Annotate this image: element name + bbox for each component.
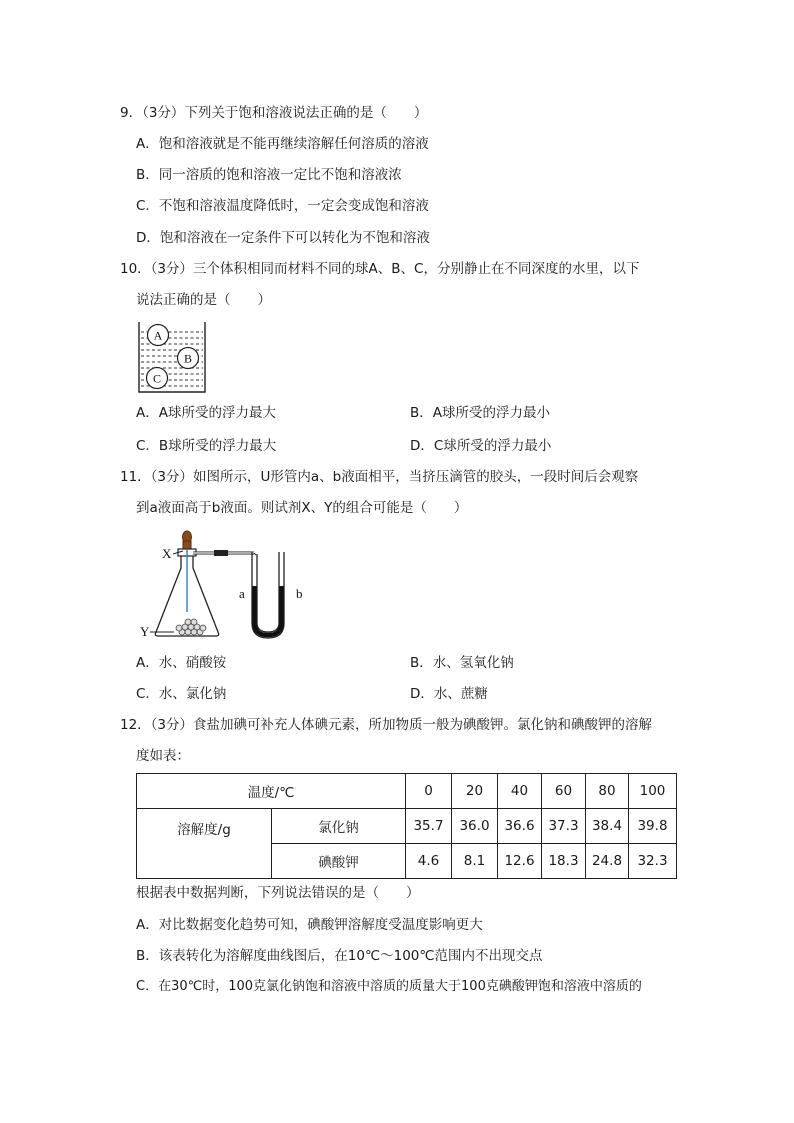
label-y: Y	[140, 624, 150, 639]
value-cell: 24.8	[586, 844, 629, 879]
ball-b	[178, 348, 199, 369]
value-cell: 39.8	[629, 809, 677, 844]
value-cell: 4.6	[406, 844, 452, 879]
q10-stem-line1: 10．（3分）三个体积相同而材料不同的球A、B、C，分别静止在不同深度的水里，以下	[120, 261, 640, 277]
q10-option-d: D．C球所受的浮力最小	[410, 438, 552, 454]
q9-stem: 9．（3分）下列关于饱和溶液说法正确的是（ ）	[120, 105, 428, 121]
q9-option-c: C．不饱和溶液温度降低时，一定会变成饱和溶液	[136, 198, 429, 214]
q11-option-b: B．水、氢氧化钠	[410, 655, 514, 671]
label-b: b	[296, 586, 303, 601]
ball-a	[148, 325, 169, 346]
value-cell: 12.6	[498, 844, 542, 879]
value-cell: 38.4	[586, 809, 629, 844]
temp-cell: 60	[542, 774, 586, 809]
value-cell: 35.7	[406, 809, 452, 844]
q12-stem-line1: 12．（3分）食盐加碘可补充人体碘元素，所加物质一般为碘酸钾。氯化钠和碘酸钾的溶解	[120, 717, 653, 733]
value-cell: 8.1	[452, 844, 498, 879]
q11-stem-line2: 到a液面高于b液面。则试剂X、Y的组合可能是（ ）	[136, 500, 468, 516]
substance-name: 碘酸钾	[272, 844, 406, 879]
ball-a-label: A	[153, 328, 163, 343]
temp-cell: 0	[406, 774, 452, 809]
temp-cell: 100	[629, 774, 677, 809]
table-row	[137, 774, 677, 809]
q10-beaker-figure	[134, 318, 212, 396]
temp-cell: 40	[498, 774, 542, 809]
q12-stem-line2: 度如表：	[136, 748, 190, 764]
q12-option-c: C．在30℃时，100克氯化钠饱和溶液中溶质的质量大于100克碘酸钾饱和溶液中溶质的	[136, 979, 642, 994]
label-a: a	[239, 586, 245, 601]
q12-option-a: A．对比数据变化趋势可知，碘酸钾溶解度受温度影响更大	[136, 917, 483, 933]
temp-cell: 20	[452, 774, 498, 809]
q11-option-a: A．水、硝酸铵	[136, 655, 227, 671]
dropper-bulb	[183, 531, 192, 549]
solid-y-beads	[176, 619, 206, 635]
temp-cell: 80	[586, 774, 629, 809]
q11-stem-line1: 11．（3分）如图所示，U形管内a、b液面相平，当挤压滴管的胶头，一段时间后会观察	[120, 469, 639, 485]
q11-option-d: D．水、蔗糖	[410, 686, 488, 702]
value-cell: 36.6	[498, 809, 542, 844]
q12-after-table: 根据表中数据判断，下列说法错误的是（ ）	[136, 885, 420, 901]
table-row	[137, 809, 677, 844]
rubber-connector	[214, 550, 228, 556]
value-cell: 37.3	[542, 809, 586, 844]
q10-stem-line2: 说法正确的是（ ）	[136, 292, 271, 308]
value-cell: 18.3	[542, 844, 586, 879]
q10-option-c: C．B球所受的浮力最大	[136, 438, 277, 454]
q9-option-a: A．饱和溶液就是不能再继续溶解任何溶质的溶液	[136, 136, 429, 152]
q11-apparatus-figure	[136, 528, 316, 648]
substance-name: 氯化钠	[272, 809, 406, 844]
value-cell: 36.0	[452, 809, 498, 844]
q10-option-a: A．A球所受的浮力最大	[136, 405, 276, 421]
ball-c-label: C	[152, 371, 162, 386]
q9-option-b: B．同一溶质的饱和溶液一定比不饱和溶液浓	[136, 167, 402, 183]
solubility-label: 溶解度/g	[137, 809, 272, 879]
ball-c	[147, 368, 168, 389]
q10-option-b: B．A球所受的浮力最小	[410, 405, 550, 421]
label-x: X	[162, 546, 172, 561]
ball-b-label: B	[183, 351, 193, 366]
q9-option-d: D．饱和溶液在一定条件下可以转化为不饱和溶液	[136, 230, 430, 246]
value-cell: 32.3	[629, 844, 677, 879]
temp-header: 温度/℃	[137, 774, 406, 809]
solubility-table	[136, 773, 677, 879]
q12-option-b: B．该表转化为溶解度曲线图后，在10℃～100℃范围内不出现交点	[136, 948, 543, 964]
q11-option-c: C．水、氯化钠	[136, 686, 227, 702]
